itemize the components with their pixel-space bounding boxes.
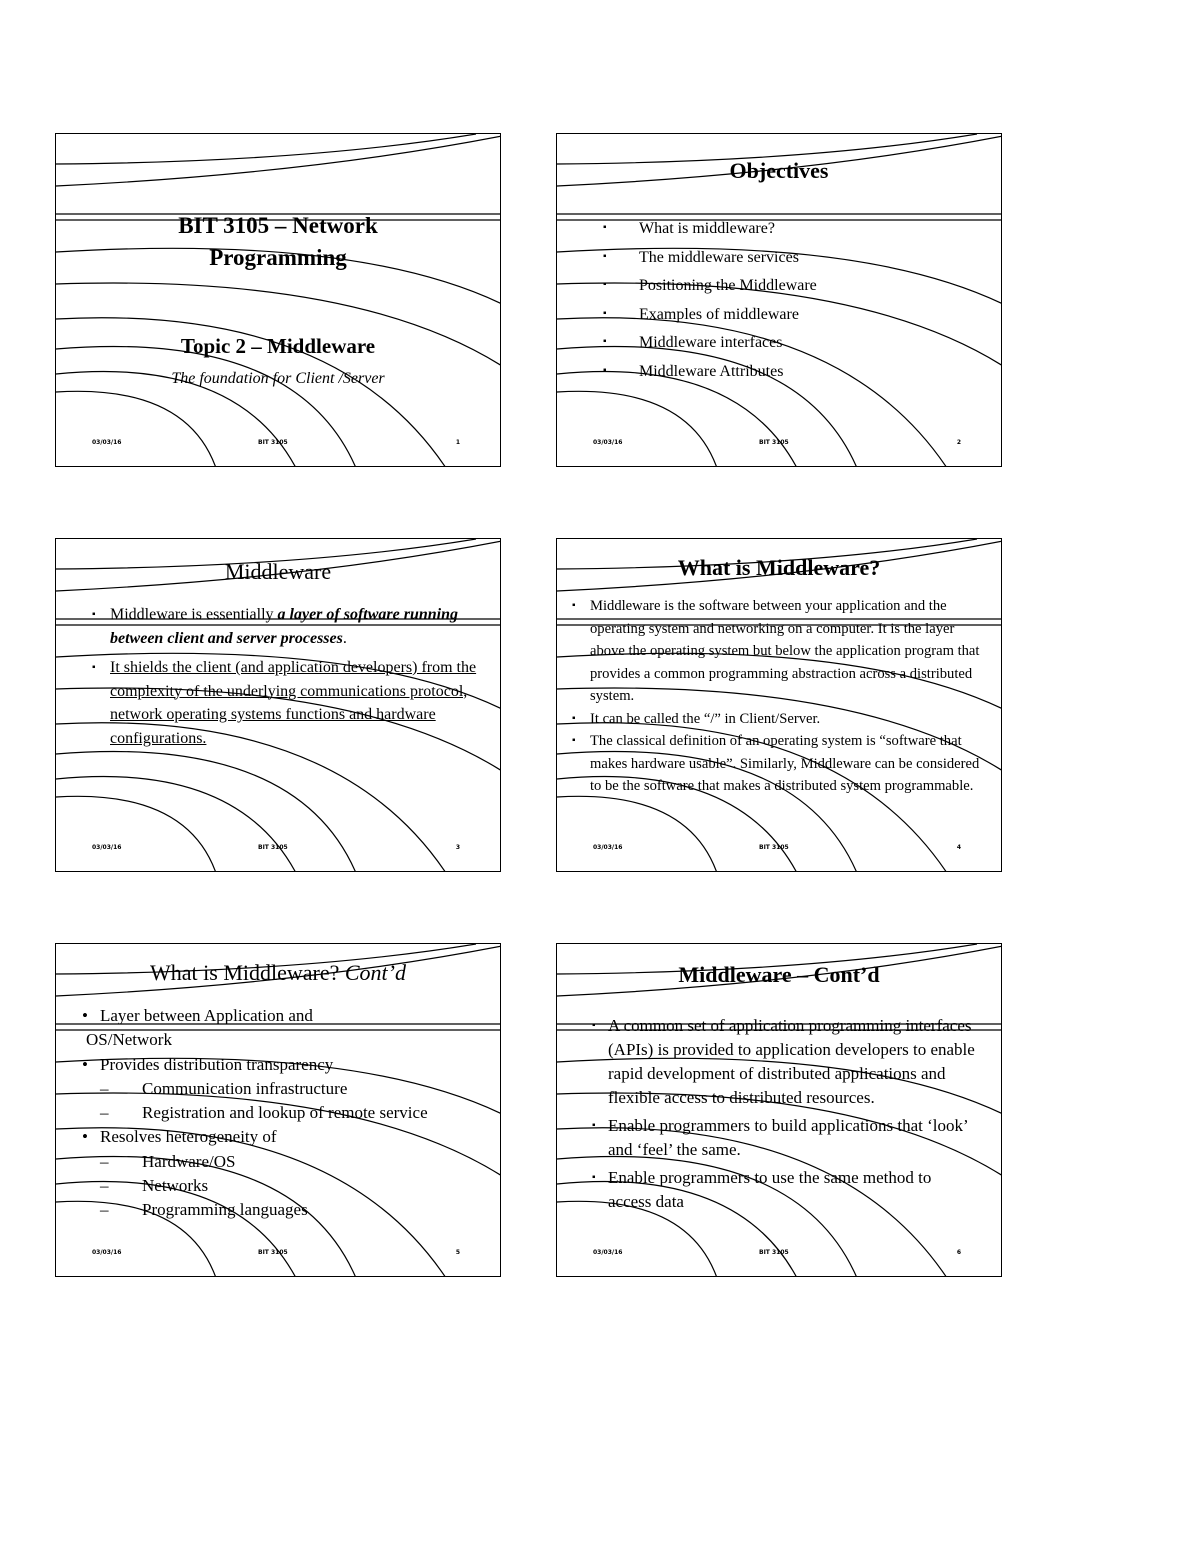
list-item: ▪ Middleware interfaces [603,334,783,351]
list-item: ▪ Examples of middleware [603,305,799,323]
footer-course: BIT 3105 [759,1249,789,1256]
slide-number: 6 [956,1249,961,1256]
topic-title: Topic 2 – Middleware [180,334,376,358]
list-item: • Provides distribution transparency [82,1054,334,1074]
footer-date: 03/03/16 [593,844,623,851]
footer-date: 03/03/16 [92,844,122,851]
list-item: ▪ Enable programmers to use the same method to access data [592,1168,932,1211]
list-item: ▪ It can be called the “/” in Client/Server. [572,710,821,727]
slide-3 [55,538,501,872]
list-item: OS/Network [86,1030,172,1050]
slide-1 [55,133,501,467]
sub-list-item: – Networks [100,1176,209,1196]
footer-course: BIT 3105 [759,844,789,851]
list-item: ▪ Middleware is the software between your application and the operating system and networking on a computer. It is the layer above the operating system but below the application program that provides a common programming abstraction across a distributed system. [572,598,980,704]
slide-2 [556,133,1002,467]
objectives-list [603,220,817,391]
footer-date: 03/03/16 [92,1249,122,1256]
slide-6 [556,943,1002,1277]
footer-date: 03/03/16 [593,1249,623,1256]
list-item: ▪ The middleware services [603,248,799,266]
slide-title: What is Middleware? Cont’d [150,960,406,985]
slide-4 [556,538,1002,872]
slide-title: Objectives [729,158,829,183]
slide-number: 2 [956,439,961,446]
footer-date: 03/03/16 [593,439,623,446]
slide-title [56,210,500,274]
sub-list-item: – Programming languages [100,1200,308,1220]
slide-title: What is Middleware? [677,555,881,580]
list-item: ▪ What is middleware? [603,220,775,237]
slide-5 [55,943,501,1277]
footer-course: BIT 3105 [258,1249,288,1256]
title-line-1: BIT 3105 – Network [178,213,378,238]
slide-number: 5 [455,1249,460,1256]
topic-subtitle: The foundation for Client /Server [171,370,385,387]
title-line-2: Programming [209,245,347,270]
bullet-list [572,595,990,798]
slide-number: 1 [455,439,460,446]
list-item: ▪ A common set of application programming interfaces (APIs) is provided to application developers to enable rapid development of distributed applications and flexible access to distributed resources. [592,1016,975,1107]
footer-date: 03/03/16 [92,439,122,446]
list-item: ▪ It shields the client (and application developers) from the complexity of the underlying communications protocol, network operating systems functions and hardware configurations. [92,659,477,747]
footer-course: BIT 3105 [258,844,288,851]
list-item: ▪ Enable programmers to build applications that ‘look’ and ‘feel’ the same. [592,1116,968,1159]
sub-list-item: – Communication infrastructure [100,1078,348,1098]
slide-title: Middleware – Cont’d [678,962,880,987]
bullet-list [592,1014,978,1218]
sub-list-item: – Hardware/OS [100,1151,236,1171]
sub-list-item: – Registration and lookup of remote service [100,1103,428,1123]
list-item: ▪ Middleware Attributes [603,362,784,380]
slide-number: 4 [956,844,961,851]
footer-course: BIT 3105 [258,439,288,446]
bullet-list [82,1004,500,1223]
slide-number: 3 [455,844,460,851]
list-item: ▪ Middleware is essentially a layer of software running between client and server processes. [92,606,458,647]
footer-course: BIT 3105 [759,439,789,446]
slide-title: Middleware [224,559,332,584]
list-item: ▪ Positioning the Middleware [603,277,817,294]
bullet-list [92,603,480,756]
list-item: ▪ The classical definition of an operating system is “software that makes hardware usable”. Similarly, Middleware can be considered to be the software that makes a distributed system programmable. [572,733,980,794]
list-item: • Layer between Application and [82,1006,313,1025]
list-item: • Resolves heterogeneity of [82,1127,277,1147]
